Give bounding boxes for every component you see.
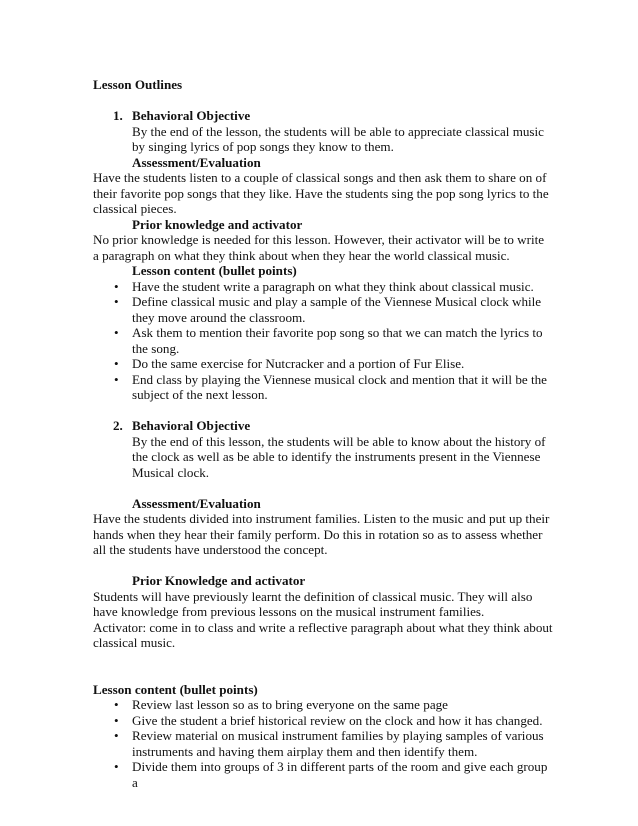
bullet-glyph: • xyxy=(114,325,119,340)
section-2-prior-heading: Prior Knowledge and activator xyxy=(132,573,306,588)
list-item: • Divide them into groups of 3 in different parts of the room and give each group a xyxy=(114,759,548,790)
bullet-glyph: • xyxy=(114,371,119,387)
section-1-prior-heading: Prior knowledge and activator xyxy=(132,216,303,232)
bullet-glyph: • xyxy=(114,356,119,371)
section-2-activator-text: Activator: come in to class and write a reflective paragraph about what they think about classical music. xyxy=(93,619,553,650)
bullet-glyph: • xyxy=(114,697,119,712)
section-2-heading xyxy=(93,418,553,434)
list-item: • Define classical music and play a sample of the Viennese Musical clock while they move around the classroom. xyxy=(114,294,542,325)
list-item: • Review last lesson so as to bring everyone on the same page xyxy=(114,697,448,712)
section-2-assessment-text: Have the students divided into instrument families. Listen to the music and put up their hands when they hear their family perform. Do this in rotation so as to assess whether all the students have understood the concept. xyxy=(93,511,550,557)
section-2-heading-text: Behavioral Objective xyxy=(132,418,251,433)
bullet-glyph: • xyxy=(114,759,119,774)
list-item: • Review material on musical instrument families by playing samples of various instruments and having them airplay them and then identify them. xyxy=(114,728,544,759)
document-title: Lesson Outlines xyxy=(93,77,183,92)
document-body xyxy=(93,77,553,790)
section-1-prior-text: No prior knowledge is needed for this lesson. However, their activator will be to write a paragraph on what they think about when they hear the world classical music. xyxy=(93,232,545,263)
list-item: • Ask them to mention their favorite pop song so that we can match the lyrics to the song. xyxy=(114,325,543,356)
bullet-glyph: • xyxy=(114,294,119,309)
section-2-content-heading: Lesson content (bullet points) xyxy=(93,681,258,697)
section-1-content-heading: Lesson content (bullet points) xyxy=(132,263,297,278)
section-1-bullet-list xyxy=(93,279,553,403)
section-1-assessment-heading: Assessment/Evaluation xyxy=(132,154,261,170)
section-1-heading xyxy=(93,108,553,124)
section-2-objective: By the end of this lesson, the students will be able to know about the history of the clock as well as be able to identify the instruments present in the Viennese Musical clock. xyxy=(132,433,546,480)
bullet-glyph: • xyxy=(114,278,119,294)
section-1-objective: By the end of the lesson, the students will be able to appreciate classical music by singing lyrics of pop songs they know to them. xyxy=(132,123,544,154)
section-2-bullet-list xyxy=(93,697,553,790)
bullet-glyph: • xyxy=(114,712,119,728)
section-1-assessment-text: Have the students listen to a couple of classical songs and then ask them to share on of their favorite pop songs that they like. Have the students sing the pop song lyrics to the classical pieces. xyxy=(93,170,549,216)
list-item: • Have the student write a paragraph on what they think about classical music. xyxy=(114,278,534,294)
section-2-assessment-heading: Assessment/Evaluation xyxy=(132,495,261,511)
list-item: • Give the student a brief historical review on the clock and how it has changed. xyxy=(114,712,543,728)
section-1-heading-text: Behavioral Objective xyxy=(132,108,251,123)
list-item: • End class by playing the Viennese musical clock and mention that it will be the subject of the next lesson. xyxy=(114,371,547,402)
section-2-number: 2. xyxy=(113,418,123,433)
bullet-glyph: • xyxy=(114,728,119,743)
section-1-number: 1. xyxy=(113,108,123,123)
section-2-prior-text: Students will have previously learnt the definition of classical music. They will also have knowledge from previous lessons on the musical instrument families. xyxy=(93,588,533,619)
list-item: • Do the same exercise for Nutcracker and a portion of Fur Elise. xyxy=(114,356,465,371)
